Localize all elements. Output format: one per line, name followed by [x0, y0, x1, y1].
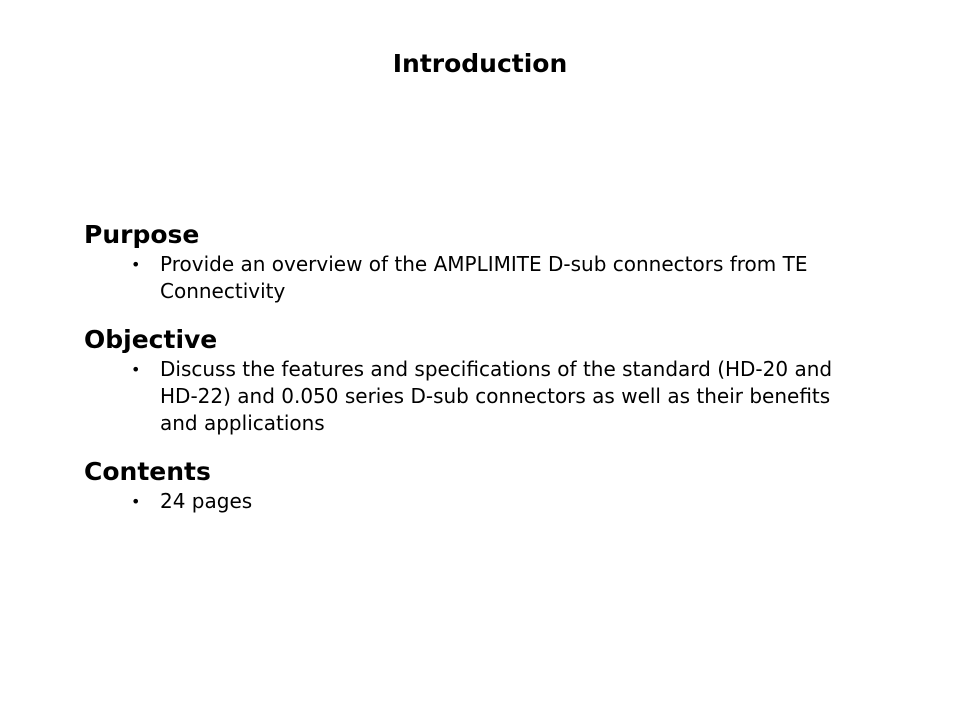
bullet-text: Provide an overview of the AMPLIMITE D-sub connectors from TE Connectivity: [160, 252, 808, 303]
bullet-text: 24 pages: [160, 489, 253, 513]
bullet-icon: •: [131, 255, 141, 274]
bullet-text: Discuss the features and specifications of the standard (HD-20 and HD-22) and 0.050 series D-sub connectors as well as their benefits and applications: [160, 357, 833, 435]
slide-title: Introduction: [392, 49, 568, 78]
bullet-list-objective: [84, 356, 864, 437]
bullet-icon: •: [131, 360, 141, 379]
bullet-item: [84, 356, 864, 437]
section-objective: [84, 323, 864, 437]
section-contents: [84, 455, 864, 515]
bullet-item: [84, 488, 864, 515]
section-purpose: [84, 218, 864, 305]
slide-content: [84, 218, 864, 533]
section-heading-objective: Objective: [84, 325, 218, 354]
section-heading-contents: Contents: [84, 457, 211, 486]
section-heading-purpose: Purpose: [84, 220, 200, 249]
bullet-icon: •: [131, 492, 141, 511]
bullet-item: [84, 251, 864, 305]
bullet-list-contents: [84, 488, 864, 515]
bullet-list-purpose: [84, 251, 864, 305]
